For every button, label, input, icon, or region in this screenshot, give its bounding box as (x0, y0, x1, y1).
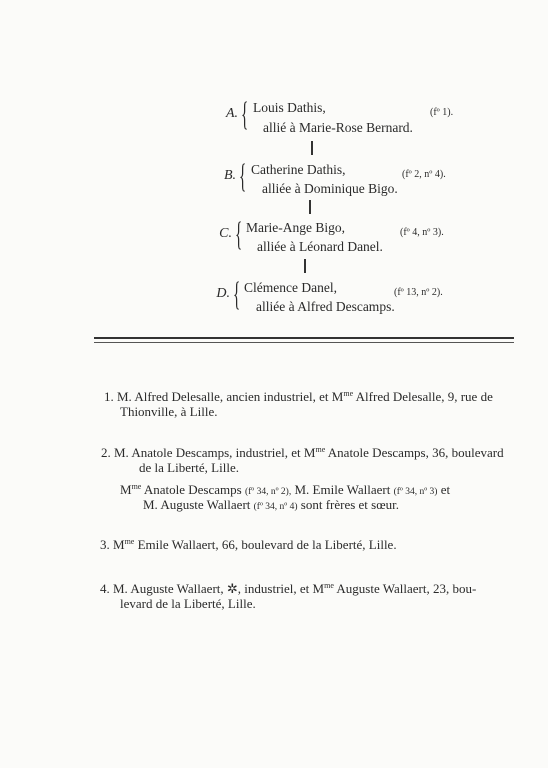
separator-rule-thick (94, 337, 514, 339)
spouse-line: alliée à Alfred Descamps. (256, 299, 395, 314)
lineage-connector (304, 259, 306, 273)
footnote-1-line-2: Thionville, à Lille. (120, 404, 218, 419)
folio-reference: (fº 34, nº 4) (253, 502, 298, 512)
brace: { (241, 96, 249, 133)
folio-reference: (fº 34, nº 2), (244, 487, 292, 497)
folio-reference: (fº 2, nº 4). (402, 169, 446, 180)
genealogy-entry (0, 98, 548, 138)
footnote-text: Anatole Descamps, 36, boulevard (325, 445, 504, 460)
footnote-text: M (120, 482, 132, 497)
superscript: me (131, 482, 142, 491)
footnote-text: sont frères et sœur. (297, 497, 399, 512)
generation-letter: D. (216, 286, 230, 301)
footnote-3 (100, 532, 397, 555)
footnote-text: Auguste Wallaert, 23, bou- (333, 581, 477, 596)
generation-letter: B. (223, 168, 236, 183)
folio-reference: (fº 13, nº 2). (394, 287, 443, 298)
footnote-number: 4. (100, 581, 110, 596)
superscript: me (324, 581, 334, 590)
lineage-connector (311, 141, 313, 155)
footnote-text: M (113, 537, 125, 552)
spouse-line: allié à Marie-Rose Bernard. (263, 120, 413, 135)
footnote-number: 1. (104, 389, 114, 404)
genealogy-entry (0, 160, 548, 200)
footnote-2-line-4 (143, 495, 399, 517)
brace: { (235, 216, 243, 253)
folio-reference: (fº 1). (430, 107, 454, 118)
footnote-text: et (437, 482, 451, 497)
folio-reference: (fº 34, nº 3) (393, 487, 438, 497)
footnote-text: M. Emile Wallaert (291, 482, 394, 497)
brace: { (239, 158, 247, 195)
lineage-connector (309, 200, 311, 214)
superscript: me (124, 537, 135, 546)
footnote-text: M. Anatole Descamps, industriel, et M (114, 445, 316, 460)
footnote-text: Anatole Descamps (141, 482, 245, 497)
genealogy-entry (0, 278, 548, 318)
brace: { (233, 276, 241, 313)
footnote-number: 3. (100, 537, 110, 552)
footnote-text: Alfred Delesalle, 9, rue de (353, 389, 493, 404)
person-name: Louis Dathis, (253, 100, 326, 115)
footnote-number: 2. (101, 445, 111, 460)
footnote-text: M. Auguste Wallaert, ✲, industriel, et M (113, 581, 325, 596)
generation-letter: C. (219, 226, 232, 241)
spouse-line: alliée à Dominique Bigo. (262, 181, 398, 196)
footnote-4-line-2: levard de la Liberté, Lille. (120, 596, 256, 611)
footnote-text: M. Alfred Delesalle, ancien industriel, et M (117, 389, 344, 404)
superscript: me (343, 389, 354, 398)
footnote-2-line-2: de la Liberté, Lille. (139, 460, 239, 475)
person-name: Marie-Ange Bigo, (246, 220, 345, 235)
person-name: Catherine Dathis, (251, 162, 346, 177)
genealogy-entry (0, 218, 548, 258)
separator-rule-thin (94, 342, 514, 343)
person-name: Clémence Danel, (244, 280, 337, 295)
generation-letter: A. (225, 106, 238, 121)
footnote-text: Emile Wallaert, 66, boulevard de la Liberté, Lille. (134, 537, 397, 552)
footnote-text: M. Auguste Wallaert (143, 497, 254, 512)
folio-reference: (fº 4, nº 3). (400, 227, 444, 238)
superscript: me (315, 445, 326, 454)
spouse-line: alliée à Léonard Danel. (257, 239, 383, 254)
